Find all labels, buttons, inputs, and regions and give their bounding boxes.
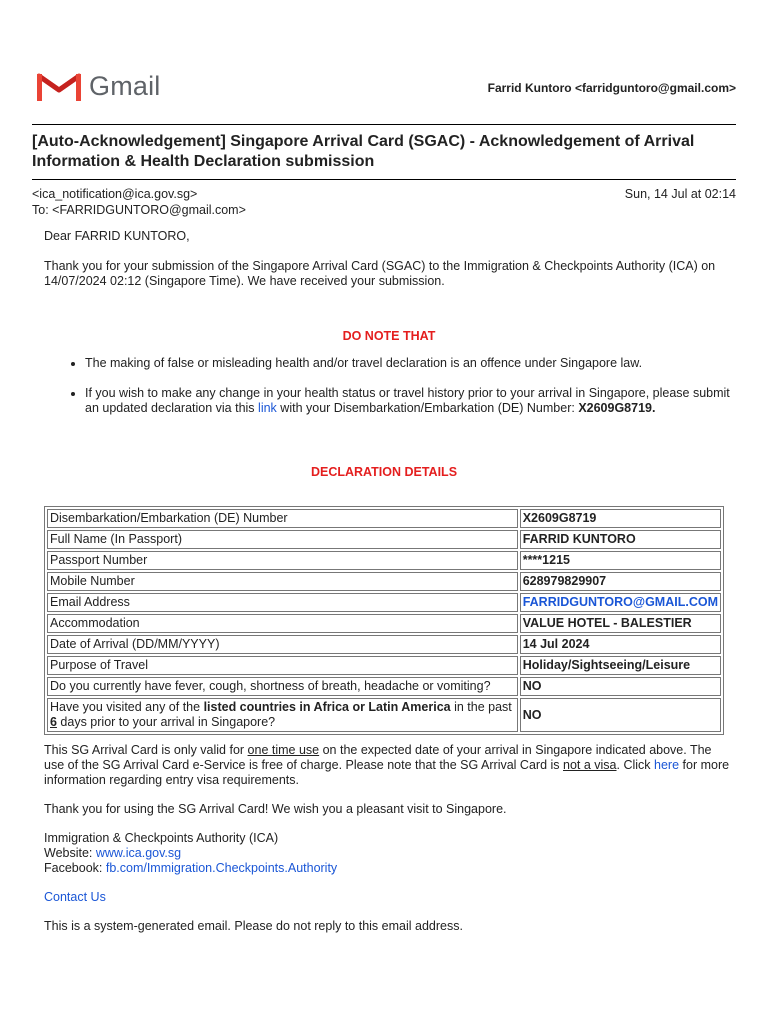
website-line <box>44 846 734 861</box>
row-label <box>47 698 518 732</box>
sender-address: <ica_notification@ica.gov.sg> <box>32 187 198 201</box>
email-value-link[interactable]: FARRIDGUNTORO@GMAIL.COM <box>520 593 721 612</box>
note-list <box>44 356 734 416</box>
row-value: NO <box>520 698 721 732</box>
gmail-logo[interactable] <box>37 70 161 102</box>
de-number: X2609G8719. <box>578 401 656 415</box>
row-label: Do you currently have fever, cough, shortness of breath, headache or vomiting? <box>47 677 518 696</box>
label-bold: listed countries in Africa or Latin America <box>203 700 451 714</box>
row-label: Disembarkation/Embarkation (DE) Number <box>47 509 518 528</box>
row-label: Mobile Number <box>47 572 518 591</box>
facebook-link[interactable]: fb.com/Immigration.Checkpoints.Authority <box>105 861 338 875</box>
header-divider <box>32 124 736 125</box>
contact-line <box>44 890 734 905</box>
email-subject: [Auto-Acknowledgement] Singapore Arrival Card (SGAC) - Acknowledgement of Arrival Information & Health Declaration submission <box>32 133 695 170</box>
facebook-label: Facebook: <box>44 861 106 875</box>
system-footer: This is a system-generated email. Please do not reply to this email address. <box>44 919 463 933</box>
table-row <box>47 698 721 732</box>
row-value: VALUE HOTEL - BALESTIER <box>520 614 721 633</box>
facebook-line <box>44 861 734 876</box>
text-part: . Click <box>616 758 655 772</box>
contact-us-link[interactable]: Contact Us <box>44 890 106 904</box>
label-part: Have you visited any of the <box>50 700 204 714</box>
text-part: on the expected date of your arrival in Singapore indicated above. The use of the SG Arrival Card e-Service is free of charge. Please note that the SG Arrival Card is <box>44 743 712 772</box>
row-value: 628979829907 <box>520 572 721 591</box>
underlined-text: not a visa <box>563 758 617 772</box>
row-value: Holiday/Sightseeing/Leisure <box>520 656 721 675</box>
website-link[interactable]: www.ica.gov.sg <box>95 846 182 860</box>
table-row <box>47 551 721 570</box>
table-row <box>47 530 721 549</box>
visa-info-link[interactable]: here <box>654 758 680 772</box>
note-text: The making of false or misleading health and/or travel declaration is an offence under Singapore law. <box>85 356 643 370</box>
text-part: for more information regarding entry visa requirements. <box>44 758 730 787</box>
recipient-address: To: <FARRIDGUNTORO@gmail.com> <box>32 203 246 217</box>
note-text: with your Disembarkation/Embarkation (DE) Number: <box>276 401 579 415</box>
label-part: days prior to your arrival in Singapore? <box>56 715 276 729</box>
note-text: If you wish to make any change in your health status or travel history prior to your arrival in Singapore, please submit an updated declaration via this <box>85 386 730 415</box>
row-label: Date of Arrival (DD/MM/YYYY) <box>47 635 518 654</box>
text-part: This SG Arrival Card is only valid for <box>44 743 248 757</box>
row-label: Accommodation <box>47 614 518 633</box>
row-label: Purpose of Travel <box>47 656 518 675</box>
label-days: 6 <box>50 715 57 729</box>
details-heading: DECLARATION DETAILS <box>310 465 458 479</box>
note-heading: DO NOTE THAT <box>342 329 436 343</box>
table-row <box>47 614 721 633</box>
table-row <box>47 677 721 696</box>
row-value: 14 Jul 2024 <box>520 635 721 654</box>
row-value: NO <box>520 677 721 696</box>
table-row <box>47 656 721 675</box>
table-row <box>47 593 721 612</box>
thanks-paragraph: Thank you for using the SG Arrival Card! We wish you a pleasant visit to Singapore. <box>44 802 507 816</box>
email-body <box>44 229 734 431</box>
validity-paragraph <box>44 743 734 788</box>
underlined-text: one time use <box>247 743 320 757</box>
email-footer-body <box>44 743 734 934</box>
label-part: in the past <box>450 700 512 714</box>
row-value: FARRID KUNTORO <box>520 530 721 549</box>
note-item <box>85 386 734 416</box>
gmail-m-icon <box>37 70 81 102</box>
table-row <box>47 635 721 654</box>
declaration-table <box>44 506 724 735</box>
website-label: Website: <box>44 846 96 860</box>
row-value: X2609G8719 <box>520 509 721 528</box>
row-label: Email Address <box>47 593 518 612</box>
table-row <box>47 572 721 591</box>
email-header <box>0 0 768 120</box>
table-row <box>47 509 721 528</box>
intro-paragraph: Thank you for your submission of the Singapore Arrival Card (SGAC) to the Immigration & Checkpoints Authority (ICA) on 14/07/2024 02:12 (Singapore Time). We have received your submission. <box>44 259 716 288</box>
account-name: Farrid Kuntoro <farridguntoro@gmail.com> <box>487 81 736 95</box>
gmail-wordmark: Gmail <box>89 70 161 101</box>
row-label: Full Name (In Passport) <box>47 530 518 549</box>
note-item <box>85 356 734 371</box>
greeting: Dear FARRID KUNTORO, <box>44 229 190 243</box>
update-declaration-link[interactable]: link <box>258 401 277 415</box>
org-name: Immigration & Checkpoints Authority (ICA) <box>44 831 279 845</box>
email-date: Sun, 14 Jul at 02:14 <box>624 187 736 201</box>
subject-divider <box>32 179 736 180</box>
row-label: Passport Number <box>47 551 518 570</box>
row-value: ****1215 <box>520 551 721 570</box>
